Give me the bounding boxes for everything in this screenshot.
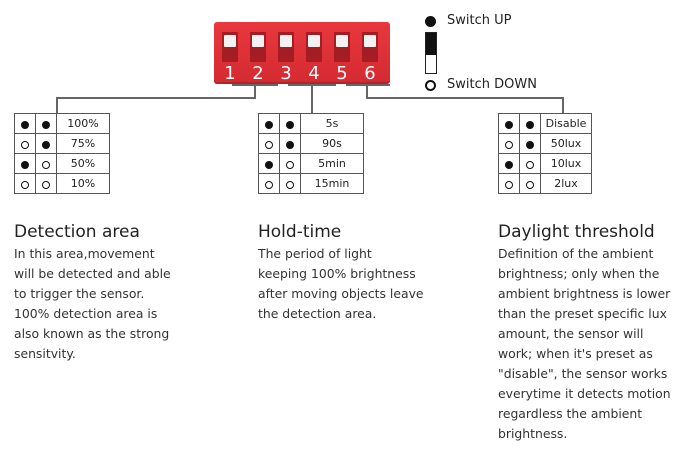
dip-switch-block xyxy=(214,22,390,84)
description-line: Definition of the ambient xyxy=(498,246,654,261)
option-value: 10lux xyxy=(541,154,592,174)
dip-switch-number: 3 xyxy=(280,63,292,84)
description-line: regardless the ambient xyxy=(498,406,643,421)
switch-down-dot-icon xyxy=(42,161,50,169)
switch-state-cell xyxy=(520,134,541,154)
switch-up-label: Switch UP xyxy=(447,13,512,28)
switch-up-dot-icon xyxy=(42,121,50,129)
switch-up-dot-icon xyxy=(265,161,273,169)
switch-down-dot-icon xyxy=(505,141,513,149)
switch-state-cell xyxy=(280,174,301,194)
switch-state-cell xyxy=(36,114,57,134)
option-value: 90s xyxy=(301,134,364,154)
connector-drop-1-2 xyxy=(254,84,256,98)
switch-state-cell xyxy=(520,114,541,134)
dip-switch-number: 6 xyxy=(364,63,376,84)
switch-up-dot-icon xyxy=(425,16,436,27)
option-value: 5min xyxy=(301,154,364,174)
switch-up-dot-icon xyxy=(265,121,273,129)
table-row xyxy=(499,154,592,174)
dip-switch-knob xyxy=(252,35,264,47)
dip-switch-number: 1 xyxy=(224,63,236,84)
description-line: will be detected and able xyxy=(14,266,171,281)
switch-state-cell xyxy=(36,134,57,154)
description-line: ambient brightness is lower xyxy=(498,286,671,301)
detection-area-title: Detection area xyxy=(14,222,140,242)
table-row xyxy=(499,134,592,154)
switch-down-dot-icon xyxy=(526,161,534,169)
table-row xyxy=(259,114,364,134)
switch-state-cell xyxy=(36,174,57,194)
switch-up-dot-icon xyxy=(21,161,29,169)
table-row xyxy=(259,154,364,174)
switch-down-dot-icon xyxy=(286,181,294,189)
connector-drop-5-6 xyxy=(366,84,368,98)
dip-switch-number: 2 xyxy=(252,63,264,84)
description-line: 100% detection area is xyxy=(14,306,158,321)
hold-time-title: Hold-time xyxy=(258,222,342,242)
option-value: 100% xyxy=(57,114,110,134)
switch-state-cell xyxy=(259,114,280,134)
connector-horizontal-left xyxy=(56,97,256,99)
connector-right-table xyxy=(562,97,564,113)
switch-down-dot-icon xyxy=(425,80,436,91)
table-row xyxy=(15,134,110,154)
switch-state-cell xyxy=(15,114,36,134)
description-line: everytime it detects motion xyxy=(498,386,671,401)
dip-switch-slot xyxy=(278,32,294,62)
table-row xyxy=(259,174,364,194)
detection-area-description xyxy=(14,244,171,364)
table-row xyxy=(499,114,592,134)
switch-state-cell xyxy=(36,154,57,174)
switch-state-cell xyxy=(280,134,301,154)
option-value: 50% xyxy=(57,154,110,174)
switch-up-dot-icon xyxy=(42,141,50,149)
description-line: the detection area. xyxy=(258,306,377,321)
hold-time-table xyxy=(258,113,364,194)
switch-state-cell xyxy=(15,174,36,194)
dip-switch-knob xyxy=(280,35,292,47)
switch-up-dot-icon xyxy=(505,121,513,129)
hold-time-description xyxy=(258,244,424,324)
description-line: The period of light xyxy=(258,246,372,261)
switch-state-cell xyxy=(259,154,280,174)
option-value: 75% xyxy=(57,134,110,154)
switch-down-dot-icon xyxy=(526,181,534,189)
dip-switch-number: 5 xyxy=(336,63,348,84)
description-line: work; when it's preset as xyxy=(498,346,653,361)
dip-switch-slot xyxy=(306,32,322,62)
switch-up-dot-icon xyxy=(286,121,294,129)
option-value: 50lux xyxy=(541,134,592,154)
switch-state-cell xyxy=(499,154,520,174)
switch-toggle-icon xyxy=(425,32,437,74)
switch-down-dot-icon xyxy=(42,181,50,189)
switch-down-dot-icon xyxy=(21,141,29,149)
description-line: to trigger the sensor. xyxy=(14,286,145,301)
switch-up-dot-icon xyxy=(286,141,294,149)
switch-state-cell xyxy=(520,154,541,174)
switch-down-dot-icon xyxy=(505,181,513,189)
switch-down-dot-icon xyxy=(286,161,294,169)
switch-state-cell xyxy=(259,174,280,194)
option-value: 10% xyxy=(57,174,110,194)
switch-state-cell xyxy=(15,134,36,154)
table-row xyxy=(15,114,110,134)
table-row xyxy=(15,154,110,174)
description-line: amount, the sensor will xyxy=(498,326,644,341)
dip-switch-slot xyxy=(222,32,238,62)
connector-left-table xyxy=(56,97,58,113)
detection-area-table xyxy=(14,113,110,194)
daylight-threshold-description xyxy=(498,244,671,444)
description-line: In this area,movement xyxy=(14,246,155,261)
dip-switch-slot xyxy=(250,32,266,62)
switch-up-dot-icon xyxy=(505,161,513,169)
daylight-threshold-table xyxy=(498,113,592,194)
description-line: sensitvity. xyxy=(14,346,76,361)
description-line: after moving objects leave xyxy=(258,286,424,301)
connector-middle-table xyxy=(311,84,313,113)
switch-state-cell xyxy=(15,154,36,174)
switch-state-cell xyxy=(520,174,541,194)
dip-switch-slot xyxy=(362,32,378,62)
switch-down-dot-icon xyxy=(265,181,273,189)
table-row xyxy=(259,134,364,154)
dip-switch-number: 4 xyxy=(308,63,320,84)
option-value: 2lux xyxy=(541,174,592,194)
dip-switch-slot xyxy=(334,32,350,62)
switch-state-cell xyxy=(499,114,520,134)
switch-state-cell xyxy=(499,174,520,194)
switch-up-dot-icon xyxy=(21,121,29,129)
switch-state-cell xyxy=(499,134,520,154)
table-row xyxy=(499,174,592,194)
switch-state-cell xyxy=(259,134,280,154)
switch-down-label: Switch DOWN xyxy=(447,77,537,92)
connector-bracket-5-6 xyxy=(346,84,390,86)
dip-switch-knob xyxy=(224,35,236,47)
description-line: keeping 100% brightness xyxy=(258,266,416,281)
description-line: also known as the strong xyxy=(14,326,170,341)
switch-down-dot-icon xyxy=(265,141,273,149)
switch-up-dot-icon xyxy=(526,121,534,129)
description-line: brightness. xyxy=(498,426,568,441)
description-line: than the preset specific lux xyxy=(498,306,667,321)
option-value: 15min xyxy=(301,174,364,194)
table-row xyxy=(15,174,110,194)
switch-state-cell xyxy=(280,114,301,134)
option-value: 5s xyxy=(301,114,364,134)
switch-up-dot-icon xyxy=(526,141,534,149)
description-line: "disable", the sensor works xyxy=(498,366,668,381)
dip-switch-knob xyxy=(308,35,320,47)
switch-down-dot-icon xyxy=(21,181,29,189)
description-line: brightness; only when the xyxy=(498,266,660,281)
option-value: Disable xyxy=(541,114,592,134)
switch-state-cell xyxy=(280,154,301,174)
dip-switch-knob xyxy=(364,35,376,47)
dip-switch-knob xyxy=(336,35,348,47)
daylight-threshold-title: Daylight threshold xyxy=(498,222,655,242)
connector-horizontal-right xyxy=(366,97,564,99)
